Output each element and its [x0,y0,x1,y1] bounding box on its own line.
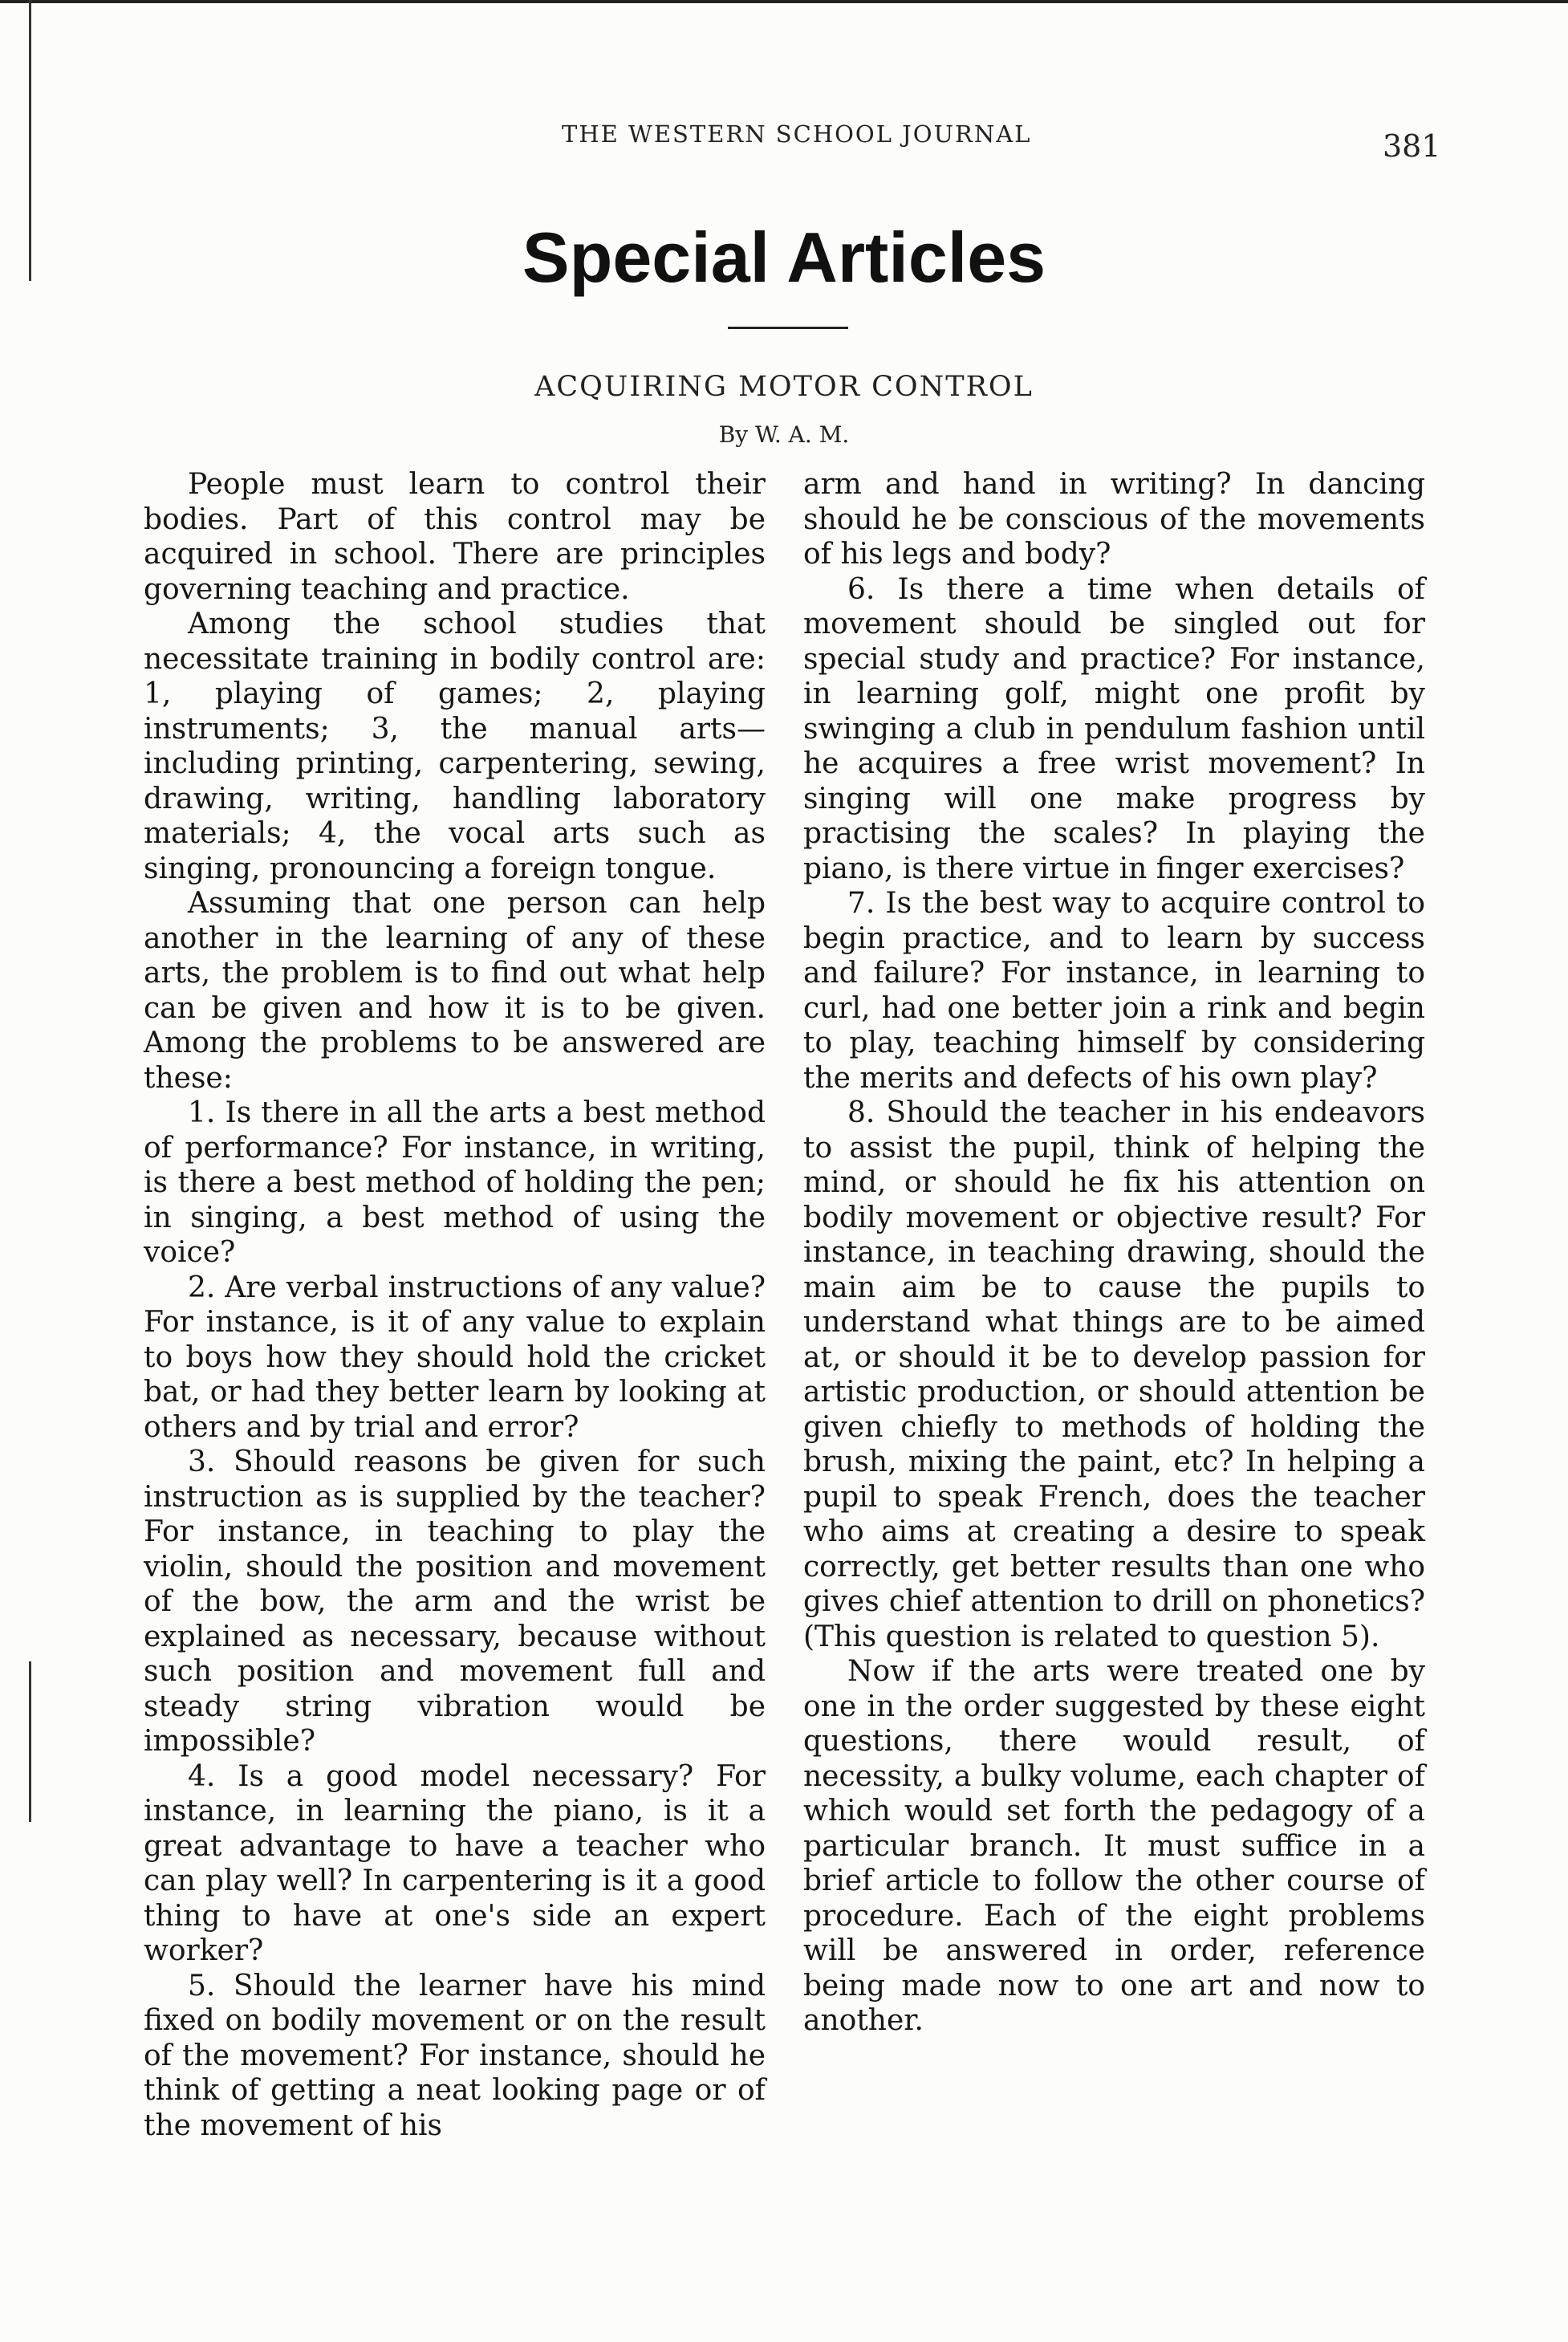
question-1: 1. Is there in all the arts a best method of performance? For instance, in writing, is there a best method of holding the pen; in singing, a best method of using the voice? [144,1096,766,1269]
question-6: 6. Is there a time when details of movement should be singled out for special study and practice? For instance, in learning golf, might one profit by swinging a club in pendulum fashion until he acquires a free wrist movement? In singing will one make progress by practising the scales? In playing the piano, is there virtue in finger exercises? [803,572,1425,885]
question-8: 8. Should the teacher in his endeavors to assist the pupil, think of helping the mind, or should he fix his attention on bodily movement or objective result? For instance, in teaching drawing, should the main aim be to cause the pupils to understand what things are to be aimed at, or should it be to develop passion for artistic production, or should attention be given chiefly to methods of holding the brush, mixing the paint, etc? In helping a pupil to speak French, does the teacher who aims at creating a desire to speak correctly, get better results than one who gives chief attention to drill on phonetics? (This question is related to question 5). [803,1096,1425,1653]
question-5: 5. Should the learner have his mind fixed on bodily movement or on the result of the movement? For instance, should he think of getting a neat looking page or of the movement of his [144,1969,766,2142]
page-left-edge [29,1661,31,1822]
paragraph: Assuming that one person can help another in the learning of any of these arts, the problem is to find out what help can be given and how it is to be given. Among the problems to be answered are these: [144,887,766,1095]
paragraph: Among the school studies that necessitate training in bodily control are: 1, playing of games; 2, playing instruments; 3, the manual arts—including printing, carpentering, sewing, drawing, writing, handling laboratory materials; 4, the vocal arts such as singing, pronouncing a foreign tongue. [144,608,766,885]
question-5-continued: arm and hand in writing? In dancing should he be conscious of the movements of his legs and body? [803,468,1425,571]
page-number: 381 [1383,128,1441,164]
running-head: THE WESTERN SCHOOL JOURNAL [562,120,1032,148]
left-column [144,467,766,2143]
question-7: 7. Is the best way to acquire control to begin practice, and to learn by success and failure? For instance, in learning to curl, had one better join a rink and begin to play, teaching himself by considering the merits and defects of his own play? [803,887,1425,1095]
question-4: 4. Is a good model necessary? For instance, in learning the piano, is it a great advantage to have a teacher who can play well? In carpentering is it a good thing to have at one's side an expert worker? [144,1759,766,1967]
closing-paragraph: Now if the arts were treated one by one in the order suggested by these eight questions, there would result, of necessity, a bulky volume, each chapter of which would set forth the pedagogy of a particular branch. It must suffice in a brief article to follow the other course of procedure. Each of the eight problems will be answered in order, reference being made now to one art and now to another. [803,1655,1425,2037]
right-column [803,467,1425,2039]
article-title: ACQUIRING MOTOR CONTROL [534,371,1034,403]
page-top-edge [0,0,1568,3]
paragraph: People must learn to control their bodies. Part of this control may be acquired in school. There are principles governing teaching and practice. [144,468,766,606]
question-3: 3. Should reasons be given for such instruction as is supplied by the teacher? For instance, in teaching to play the violin, should the position and movement of the bow, the arm and the wrist be explained as necessary, because without such position and movement full and steady string vibration would be impossible? [144,1445,766,1758]
title-rule [728,327,848,329]
section-title: Special Articles [522,218,1046,297]
article-byline: By W. A. M. [718,421,850,448]
question-2: 2. Are verbal instructions of any value? For instance, is it of any value to explain to boys how they should hold the cricket bat, or had they better learn by looking at others and by trial and error? [144,1271,766,1444]
